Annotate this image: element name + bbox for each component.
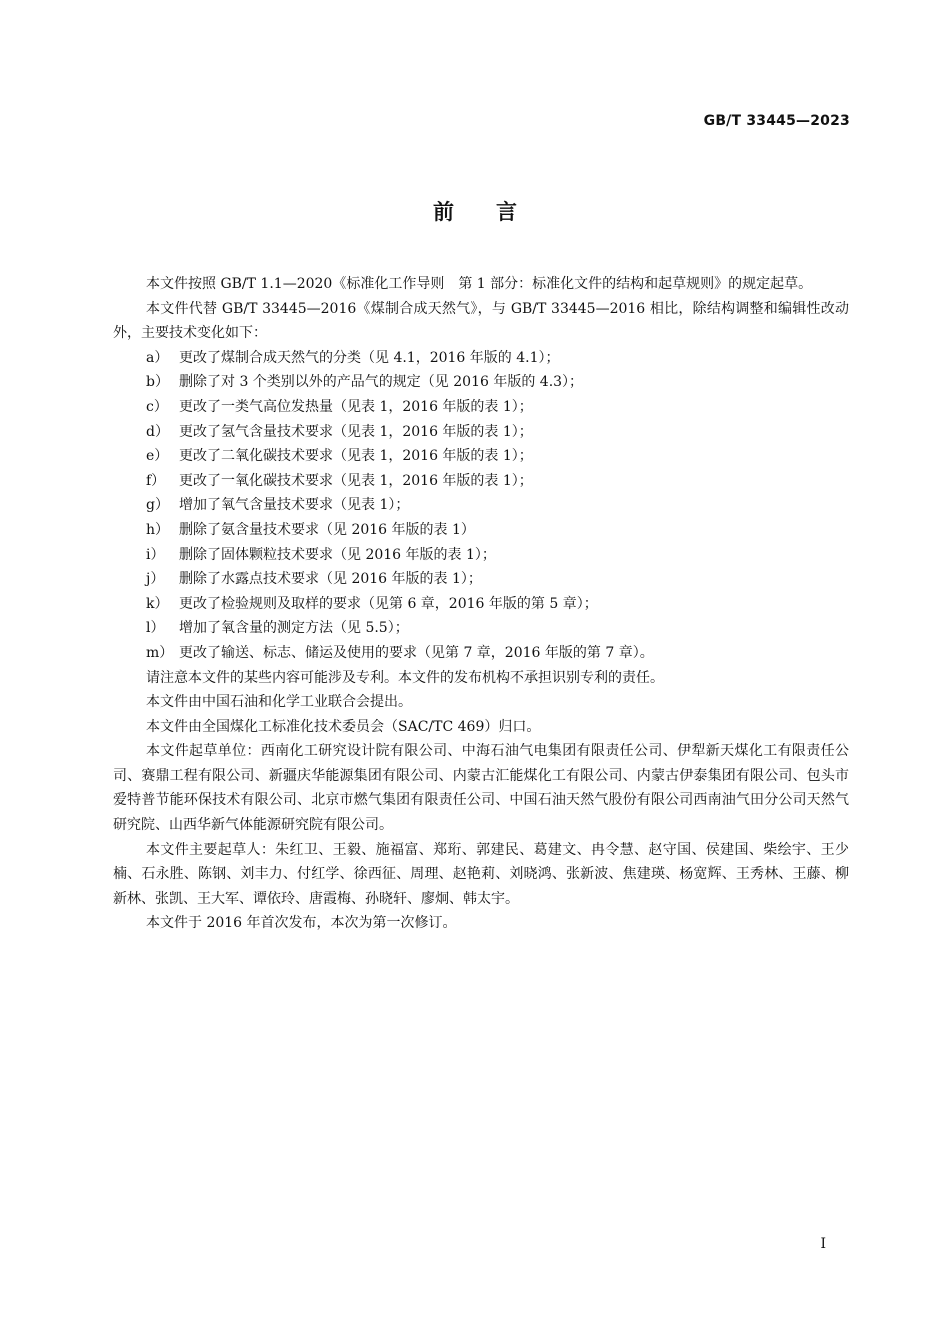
intro-paragraph: 本文件代替 GB/T 33445—2016《煤制合成天然气》，与 GB/T 33445—2016 相比，除结构调整和编辑性改动外，主要技术变化如下： [113,300,849,342]
foreword-body [113,272,849,936]
list-marker: c） [146,398,168,415]
page-title: 前言 [433,200,559,224]
list-item [113,370,849,395]
list-item-text: 更改了一类气高位发热量（见表 1，2016 年版的表 1）； [179,398,533,415]
list-item-text: 更改了输送、标志、储运及使用的要求（见第 7 章，2016 年版的第 7 章）。 [179,644,654,661]
list-marker: f） [146,472,166,489]
proposer-paragraph: 本文件由中国石油和化学工业联合会提出。 [146,694,412,711]
drafting-units-paragraph: 本文件起草单位：西南化工研究设计院有限公司、中海石油气电集团有限责任公司、伊犁新天煤化工有限责任公司、赛鼎工程有限公司、新疆庆华能源集团有限公司、内蒙古汇能煤化工有限公司、内蒙古伊泰集团有限公司、包头市爱特普节能环保技术有限公司、北京市燃气集团有限责任公司、中国石油天然气股份有限公司西南油气田分公司天然气研究院、山西华新气体能源研究院有限公司。 [113,743,849,834]
list-item [113,518,849,543]
list-item-text: 更改了氢气含量技术要求（见表 1，2016 年版的表 1）； [179,423,533,440]
list-item [113,567,849,592]
list-item-text: 增加了氧含量的测定方法（见 5.5）； [179,620,409,637]
standard-code: GB/T 33445—2023 [703,113,850,129]
list-item-text: 增加了氧气含量技术要求（见表 1）； [179,497,410,514]
list-item-text: 删除了对 3 个类别以外的产品气的规定（见 2016 年版的 4.3）； [179,374,584,391]
history-paragraph: 本文件于 2016 年首次发布，本次为第一次修订。 [146,915,457,932]
committee-paragraph: 本文件由全国煤化工标准化技术委员会（SAC/TC 469）归口。 [146,718,541,735]
list-marker: h） [146,521,170,538]
list-item [113,469,849,494]
list-item [113,543,849,568]
list-item-text: 更改了一氧化碳技术要求（见表 1，2016 年版的表 1）； [179,472,533,489]
changes-list [113,346,849,666]
list-item-text: 删除了固体颗粒技术要求（见 2016 年版的表 1）； [179,546,496,563]
list-marker: m） [146,644,174,661]
list-item [113,592,849,617]
page-number: I [820,1236,826,1252]
list-item-text: 更改了煤制合成天然气的分类（见 4.1，2016 年版的 4.1）； [179,349,560,366]
list-item [113,420,849,445]
list-marker: i） [146,546,165,563]
drafters-paragraph: 本文件主要起草人：朱红卫、王毅、施福富、郑珩、郭建民、葛建文、冉令慧、赵守国、侯建国、柴绘宇、王少楠、石永胜、陈钢、刘丰力、付红学、徐西征、周理、赵艳莉、刘晓鸿、张新波、焦建瑛、杨宽辉、王秀林、王藤、柳新林、张凯、王大军、谭依玲、唐霞梅、孙晓轩、廖炯、韩太宇。 [113,841,849,907]
list-marker: l） [146,620,165,637]
list-marker: d） [146,423,169,440]
list-item [113,444,849,469]
list-item-text: 删除了氨含量技术要求（见 2016 年版的表 1） [179,521,475,538]
list-item [113,346,849,371]
list-marker: b） [146,374,169,391]
list-item [113,616,849,641]
list-marker: j） [146,571,165,588]
list-marker: a） [146,349,169,366]
list-item-text: 更改了检验规则及取样的要求（见第 6 章，2016 年版的第 5 章）； [179,595,598,612]
list-item-text: 删除了水露点技术要求（见 2016 年版的表 1）； [179,571,482,588]
list-marker: g） [146,497,169,514]
list-item [113,641,849,666]
list-item [113,493,849,518]
patent-notice: 请注意本文件的某些内容可能涉及专利。本文件的发布机构不承担识别专利的责任。 [146,669,664,686]
intro-paragraph: 本文件按照 GB/T 1.1—2020《标准化工作导则 第 1 部分：标准化文件的结构和起草规则》的规定起草。 [146,276,813,292]
list-item [113,395,849,420]
list-item-text: 更改了二氧化碳技术要求（见表 1，2016 年版的表 1）； [179,448,533,465]
list-marker: k） [146,595,169,612]
list-marker: e） [146,448,169,465]
